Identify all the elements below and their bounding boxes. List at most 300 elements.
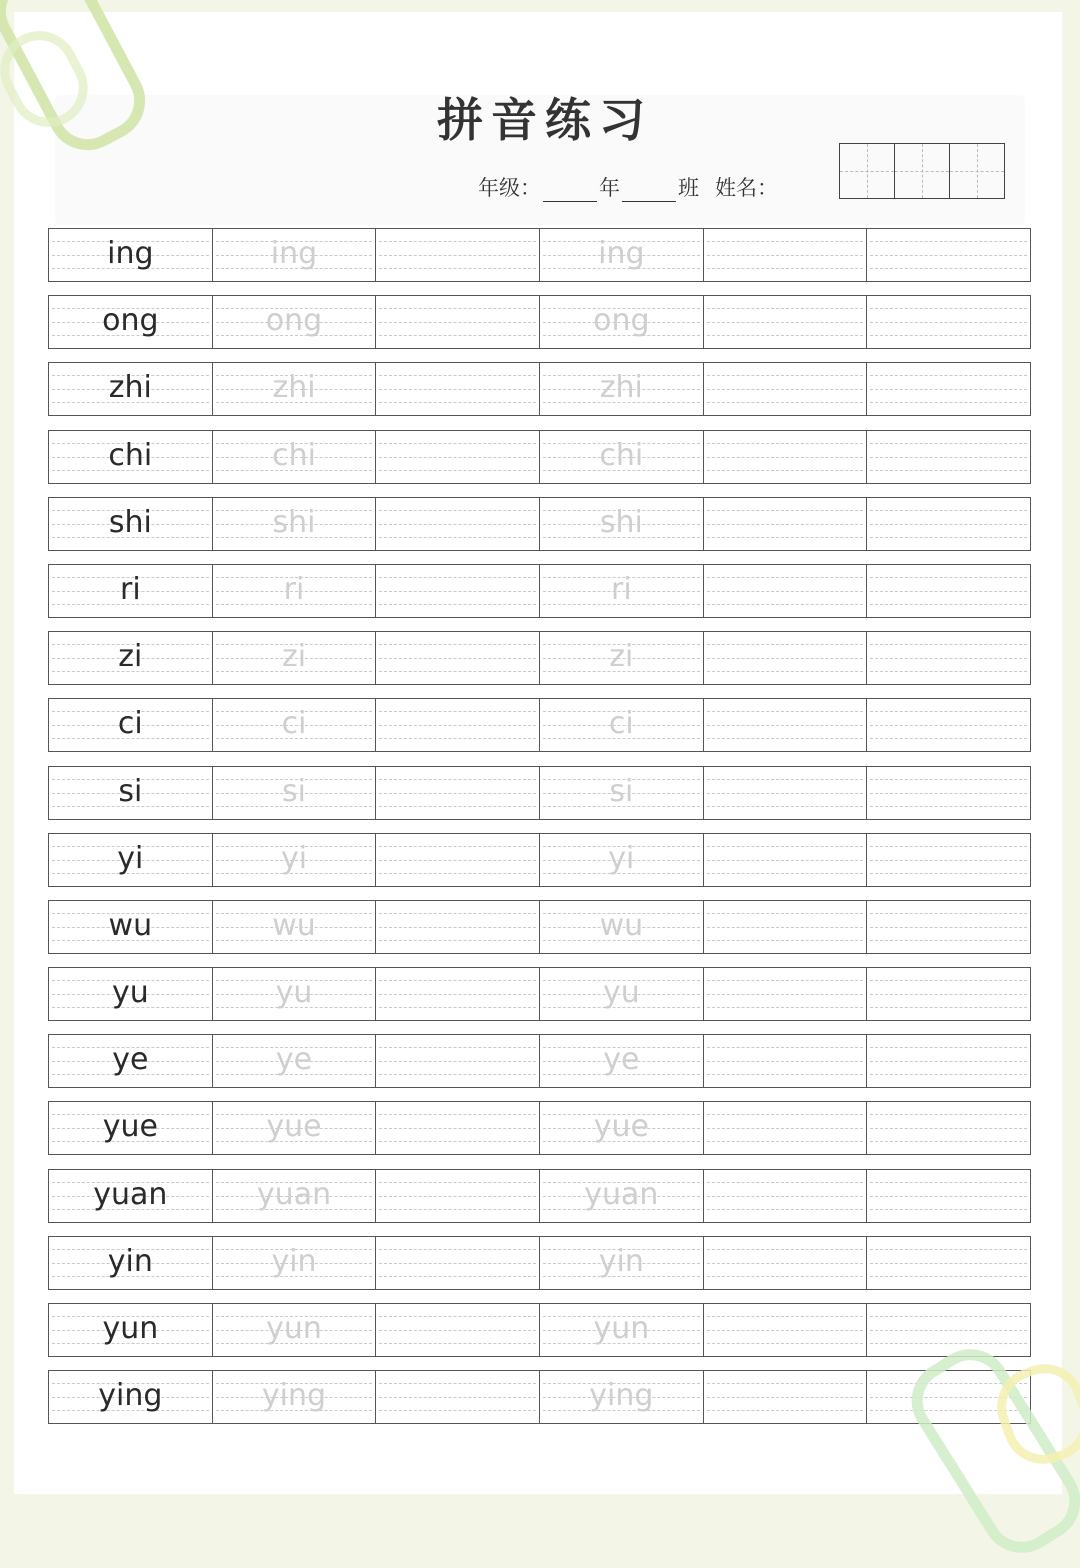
trace-cell bbox=[213, 834, 377, 886]
pinyin-trace: shi bbox=[272, 504, 316, 540]
guide-line bbox=[707, 860, 864, 861]
guide-line bbox=[870, 940, 1027, 941]
guide-line bbox=[379, 322, 536, 323]
pinyin-trace: yin bbox=[598, 1243, 644, 1279]
guide-line bbox=[870, 806, 1027, 807]
trace-cell bbox=[540, 632, 704, 684]
guide-line bbox=[870, 389, 1027, 390]
trace-cell bbox=[213, 1371, 377, 1423]
writing-cell[interactable] bbox=[704, 699, 868, 751]
pinyin-example: zi bbox=[118, 639, 143, 675]
guide-line bbox=[870, 457, 1027, 458]
guide-line bbox=[707, 1410, 864, 1411]
guide-line bbox=[707, 1061, 864, 1062]
guide-line bbox=[379, 402, 536, 403]
guide-line bbox=[870, 241, 1027, 242]
trace-cell bbox=[540, 1035, 704, 1087]
example-cell bbox=[49, 431, 213, 483]
guide-line bbox=[870, 1074, 1027, 1075]
writing-cell[interactable] bbox=[376, 699, 540, 751]
writing-cell[interactable] bbox=[376, 229, 540, 281]
trace-cell bbox=[540, 296, 704, 348]
pinyin-trace: zi bbox=[609, 639, 634, 675]
guide-line bbox=[870, 1330, 1027, 1331]
pinyin-trace: yue bbox=[266, 1109, 322, 1145]
guide-line bbox=[379, 457, 536, 458]
guide-line bbox=[707, 738, 864, 739]
guide-line bbox=[870, 510, 1027, 511]
guide-line bbox=[707, 994, 864, 995]
guide-line bbox=[870, 1249, 1027, 1250]
pinyin-example: chi bbox=[108, 437, 153, 473]
guide-line bbox=[379, 1182, 536, 1183]
guide-line bbox=[379, 591, 536, 592]
guide-line bbox=[870, 725, 1027, 726]
writing-cell[interactable] bbox=[376, 1237, 540, 1289]
writing-cell[interactable] bbox=[376, 901, 540, 953]
guide-line bbox=[379, 1276, 536, 1277]
guide-line bbox=[870, 1343, 1027, 1344]
writing-cell[interactable] bbox=[867, 968, 1030, 1020]
guide-line bbox=[707, 846, 864, 847]
pinyin-trace: ing bbox=[598, 236, 645, 271]
trace-cell bbox=[540, 431, 704, 483]
guide-line bbox=[707, 524, 864, 525]
writing-cell[interactable] bbox=[704, 296, 868, 348]
guide-line bbox=[870, 658, 1027, 659]
guide-line bbox=[870, 375, 1027, 376]
guide-line bbox=[870, 1196, 1027, 1197]
writing-cell[interactable] bbox=[867, 901, 1030, 953]
writing-cell[interactable] bbox=[704, 834, 868, 886]
guide-line bbox=[707, 1196, 864, 1197]
trace-cell bbox=[213, 767, 377, 819]
pinyin-trace: wu bbox=[272, 907, 316, 943]
practice-row bbox=[48, 228, 1031, 282]
trace-cell bbox=[540, 1237, 704, 1289]
trace-cell bbox=[540, 363, 704, 415]
pinyin-trace: si bbox=[609, 773, 634, 809]
pinyin-trace: wu bbox=[599, 907, 644, 943]
pinyin-example: ci bbox=[117, 706, 143, 742]
writing-cell[interactable] bbox=[867, 1102, 1030, 1154]
guide-line bbox=[870, 577, 1027, 578]
pinyin-example: ye bbox=[112, 1042, 149, 1078]
guide-line bbox=[707, 268, 864, 269]
pinyin-example: si bbox=[118, 773, 143, 809]
writing-cell[interactable] bbox=[376, 498, 540, 550]
trace-cell bbox=[540, 1304, 704, 1356]
practice-row bbox=[48, 900, 1031, 954]
practice-row bbox=[48, 564, 1031, 618]
name-box[interactable] bbox=[950, 144, 1004, 198]
guide-line bbox=[870, 738, 1027, 739]
writing-cell[interactable] bbox=[867, 1237, 1030, 1289]
writing-cell[interactable] bbox=[376, 834, 540, 886]
practice-row bbox=[48, 967, 1031, 1021]
guide-line bbox=[379, 389, 536, 390]
trace-cell bbox=[540, 834, 704, 886]
writing-cell[interactable] bbox=[704, 1371, 868, 1423]
guide-line bbox=[707, 940, 864, 941]
example-cell bbox=[49, 1304, 213, 1356]
guide-line bbox=[870, 524, 1027, 525]
practice-row bbox=[48, 362, 1031, 416]
guide-line bbox=[870, 1114, 1027, 1115]
trace-cell bbox=[213, 901, 377, 953]
trace-cell bbox=[213, 1170, 377, 1222]
guide-line bbox=[379, 1128, 536, 1129]
guide-line bbox=[870, 1141, 1027, 1142]
guide-line bbox=[707, 725, 864, 726]
page-title: 拼音练习 bbox=[437, 93, 653, 147]
guide-line bbox=[379, 1061, 536, 1062]
guide-line bbox=[707, 322, 864, 323]
guide-line bbox=[870, 591, 1027, 592]
writing-cell[interactable] bbox=[704, 565, 868, 617]
student-info-line bbox=[478, 172, 778, 202]
trace-cell bbox=[213, 1035, 377, 1087]
pinyin-example: ri bbox=[120, 571, 141, 607]
guide-line bbox=[379, 1249, 536, 1250]
guide-line bbox=[379, 1047, 536, 1048]
guide-line bbox=[379, 1209, 536, 1210]
example-cell bbox=[49, 834, 213, 886]
example-cell bbox=[49, 498, 213, 550]
guide-line bbox=[870, 860, 1027, 861]
writing-cell[interactable] bbox=[376, 296, 540, 348]
guide-line bbox=[379, 846, 536, 847]
guide-line bbox=[379, 806, 536, 807]
writing-cell[interactable] bbox=[376, 767, 540, 819]
pinyin-example: yin bbox=[107, 1243, 153, 1279]
writing-cell[interactable] bbox=[376, 1035, 540, 1087]
guide-line bbox=[707, 1316, 864, 1317]
guide-line bbox=[379, 1410, 536, 1411]
pinyin-trace: yun bbox=[266, 1311, 322, 1346]
example-cell bbox=[49, 1102, 213, 1154]
pinyin-trace: ci bbox=[281, 706, 307, 742]
example-cell bbox=[49, 968, 213, 1020]
practice-row bbox=[48, 1236, 1031, 1290]
guide-line bbox=[870, 1316, 1027, 1317]
writing-cell[interactable] bbox=[867, 1304, 1030, 1356]
writing-cell[interactable] bbox=[704, 1237, 868, 1289]
class-label: 班 bbox=[678, 176, 699, 200]
example-cell bbox=[49, 1170, 213, 1222]
writing-cell[interactable] bbox=[867, 431, 1030, 483]
trace-cell bbox=[540, 229, 704, 281]
guide-line bbox=[379, 1397, 536, 1398]
writing-cell[interactable] bbox=[376, 565, 540, 617]
guide-line bbox=[707, 671, 864, 672]
name-box[interactable] bbox=[840, 144, 895, 198]
writing-cell[interactable] bbox=[867, 767, 1030, 819]
guide-line bbox=[870, 1128, 1027, 1129]
practice-row bbox=[48, 766, 1031, 820]
trace-cell bbox=[213, 632, 377, 684]
pinyin-trace: yuan bbox=[256, 1176, 332, 1212]
guide-line bbox=[707, 1074, 864, 1075]
writing-cell[interactable] bbox=[704, 901, 868, 953]
guide-line bbox=[707, 913, 864, 914]
writing-cell[interactable] bbox=[867, 565, 1030, 617]
pinyin-example: shi bbox=[108, 504, 152, 540]
pinyin-example: wu bbox=[108, 907, 153, 943]
guide-line bbox=[707, 470, 864, 471]
example-cell bbox=[49, 565, 213, 617]
guide-line bbox=[707, 255, 864, 256]
guide-line bbox=[379, 510, 536, 511]
guide-line bbox=[870, 1209, 1027, 1210]
pinyin-trace: yin bbox=[271, 1243, 317, 1279]
pinyin-trace: si bbox=[282, 773, 306, 809]
pinyin-trace: ye bbox=[603, 1042, 640, 1078]
guide-line bbox=[379, 241, 536, 242]
trace-cell bbox=[540, 498, 704, 550]
practice-row bbox=[48, 430, 1031, 484]
guide-line bbox=[379, 1383, 536, 1384]
writing-cell[interactable] bbox=[376, 363, 540, 415]
guide-line bbox=[870, 537, 1027, 538]
guide-line bbox=[379, 980, 536, 981]
practice-row bbox=[48, 1169, 1031, 1223]
guide-line bbox=[870, 308, 1027, 309]
writing-cell[interactable] bbox=[376, 1102, 540, 1154]
writing-cell[interactable] bbox=[867, 834, 1030, 886]
guide-line bbox=[707, 402, 864, 403]
guide-line bbox=[870, 1276, 1027, 1277]
guide-line bbox=[379, 524, 536, 525]
guide-line bbox=[379, 940, 536, 941]
pinyin-trace: yuan bbox=[584, 1176, 659, 1212]
writing-cell[interactable] bbox=[704, 1170, 868, 1222]
trace-cell bbox=[213, 229, 377, 281]
guide-line bbox=[870, 335, 1027, 336]
trace-cell bbox=[540, 565, 704, 617]
guide-line bbox=[707, 1276, 864, 1277]
writing-cell[interactable] bbox=[376, 1170, 540, 1222]
guide-line bbox=[870, 470, 1027, 471]
example-cell bbox=[49, 901, 213, 953]
writing-cell[interactable] bbox=[376, 968, 540, 1020]
guide-line bbox=[707, 1007, 864, 1008]
guide-line bbox=[707, 577, 864, 578]
writing-cell[interactable] bbox=[376, 632, 540, 684]
example-cell bbox=[49, 1237, 213, 1289]
example-cell bbox=[49, 767, 213, 819]
name-label: 姓名： bbox=[715, 176, 778, 200]
pinyin-trace: yu bbox=[602, 975, 640, 1011]
trace-cell bbox=[213, 1304, 377, 1356]
guide-line bbox=[379, 537, 536, 538]
practice-row bbox=[48, 295, 1031, 349]
writing-cell[interactable] bbox=[704, 1102, 868, 1154]
guide-line bbox=[379, 711, 536, 712]
guide-line bbox=[379, 994, 536, 995]
practice-row bbox=[48, 698, 1031, 752]
name-box[interactable] bbox=[895, 144, 950, 198]
guide-line bbox=[707, 1209, 864, 1210]
guide-line bbox=[379, 913, 536, 914]
year-label: 年 bbox=[599, 176, 620, 200]
writing-cell[interactable] bbox=[704, 767, 868, 819]
guide-line bbox=[870, 779, 1027, 780]
pinyin-trace: shi bbox=[599, 504, 643, 540]
writing-cell[interactable] bbox=[704, 1304, 868, 1356]
guide-line bbox=[707, 980, 864, 981]
guide-line bbox=[379, 1114, 536, 1115]
pinyin-example: yuan bbox=[93, 1176, 168, 1212]
guide-line bbox=[379, 268, 536, 269]
practice-row bbox=[48, 833, 1031, 887]
pinyin-example: yu bbox=[111, 975, 149, 1011]
trace-cell bbox=[540, 699, 704, 751]
writing-cell[interactable] bbox=[867, 296, 1030, 348]
guide-line bbox=[707, 457, 864, 458]
guide-line bbox=[870, 443, 1027, 444]
trace-cell bbox=[213, 363, 377, 415]
guide-line bbox=[707, 644, 864, 645]
practice-row bbox=[48, 1303, 1031, 1357]
guide-line bbox=[707, 604, 864, 605]
writing-cell[interactable] bbox=[704, 363, 868, 415]
guide-line bbox=[707, 1330, 864, 1331]
writing-cell[interactable] bbox=[704, 431, 868, 483]
trace-cell bbox=[213, 296, 377, 348]
trace-cell bbox=[540, 767, 704, 819]
writing-cell[interactable] bbox=[704, 498, 868, 550]
writing-cell[interactable] bbox=[704, 229, 868, 281]
example-cell bbox=[49, 296, 213, 348]
example-cell bbox=[49, 632, 213, 684]
trace-cell bbox=[213, 565, 377, 617]
guide-line bbox=[870, 1007, 1027, 1008]
pinyin-trace: zhi bbox=[272, 370, 316, 406]
practice-row bbox=[48, 497, 1031, 551]
pinyin-trace: yu bbox=[275, 975, 313, 1011]
guide-line bbox=[707, 873, 864, 874]
guide-line bbox=[870, 994, 1027, 995]
guide-line bbox=[379, 1074, 536, 1075]
pinyin-trace: yi bbox=[608, 840, 635, 876]
guide-line bbox=[379, 375, 536, 376]
writing-cell[interactable] bbox=[867, 699, 1030, 751]
guide-line bbox=[379, 1007, 536, 1008]
writing-cell[interactable] bbox=[376, 431, 540, 483]
guide-line bbox=[707, 1182, 864, 1183]
trace-cell bbox=[540, 901, 704, 953]
guide-line bbox=[707, 308, 864, 309]
writing-cell[interactable] bbox=[376, 1304, 540, 1356]
guide-line bbox=[379, 1316, 536, 1317]
guide-line bbox=[379, 725, 536, 726]
writing-cell[interactable] bbox=[867, 632, 1030, 684]
guide-line bbox=[379, 1343, 536, 1344]
guide-line bbox=[707, 1263, 864, 1264]
guide-line bbox=[707, 1114, 864, 1115]
pinyin-trace: ong bbox=[265, 303, 323, 339]
pinyin-trace: ci bbox=[608, 706, 634, 742]
writing-cell[interactable] bbox=[704, 1035, 868, 1087]
practice-row bbox=[48, 1370, 1031, 1424]
guide-line bbox=[379, 644, 536, 645]
guide-line bbox=[379, 308, 536, 309]
pinyin-trace: ying bbox=[589, 1378, 654, 1414]
pinyin-example: ong bbox=[102, 303, 159, 339]
example-cell bbox=[49, 363, 213, 415]
guide-line bbox=[379, 738, 536, 739]
trace-cell bbox=[213, 699, 377, 751]
pinyin-example: zhi bbox=[108, 370, 152, 406]
guide-line bbox=[379, 671, 536, 672]
trace-cell bbox=[213, 1237, 377, 1289]
pinyin-trace: ri bbox=[611, 571, 632, 607]
example-cell bbox=[49, 1035, 213, 1087]
guide-line bbox=[870, 1182, 1027, 1183]
pinyin-trace: zi bbox=[281, 639, 307, 675]
guide-line bbox=[379, 335, 536, 336]
guide-line bbox=[707, 1141, 864, 1142]
guide-line bbox=[707, 927, 864, 928]
guide-line bbox=[870, 846, 1027, 847]
pinyin-example: yue bbox=[102, 1109, 158, 1145]
example-cell bbox=[49, 699, 213, 751]
trace-cell bbox=[213, 1102, 377, 1154]
guide-line bbox=[707, 1397, 864, 1398]
practice-row bbox=[48, 631, 1031, 685]
writing-cell[interactable] bbox=[867, 1170, 1030, 1222]
guide-line bbox=[707, 1047, 864, 1048]
writing-cell[interactable] bbox=[376, 1371, 540, 1423]
writing-cell[interactable] bbox=[867, 498, 1030, 550]
pinyin-example: ying bbox=[98, 1378, 163, 1414]
guide-line bbox=[870, 1061, 1027, 1062]
guide-line bbox=[707, 658, 864, 659]
guide-line bbox=[379, 860, 536, 861]
trace-cell bbox=[213, 498, 377, 550]
class-blank[interactable] bbox=[622, 177, 676, 202]
example-cell bbox=[49, 229, 213, 281]
guide-line bbox=[379, 577, 536, 578]
guide-line bbox=[707, 335, 864, 336]
writing-cell[interactable] bbox=[867, 229, 1030, 281]
guide-line bbox=[870, 255, 1027, 256]
guide-line bbox=[870, 322, 1027, 323]
guide-line bbox=[707, 806, 864, 807]
pinyin-trace: ying bbox=[261, 1378, 327, 1414]
guide-line bbox=[379, 793, 536, 794]
practice-row bbox=[48, 1101, 1031, 1155]
trace-cell bbox=[540, 1170, 704, 1222]
pinyin-trace: zhi bbox=[599, 370, 643, 406]
writing-cell[interactable] bbox=[867, 1035, 1030, 1087]
trace-cell bbox=[540, 1371, 704, 1423]
writing-cell[interactable] bbox=[704, 632, 868, 684]
guide-line bbox=[379, 1141, 536, 1142]
writing-cell[interactable] bbox=[704, 968, 868, 1020]
guide-line bbox=[707, 510, 864, 511]
guide-line bbox=[707, 591, 864, 592]
grade-blank[interactable] bbox=[543, 177, 597, 202]
guide-line bbox=[870, 913, 1027, 914]
guide-line bbox=[707, 1343, 864, 1344]
guide-line bbox=[870, 1263, 1027, 1264]
pinyin-trace: ri bbox=[283, 571, 305, 607]
pinyin-trace: chi bbox=[599, 437, 644, 473]
writing-cell[interactable] bbox=[867, 363, 1030, 415]
guide-line bbox=[707, 1383, 864, 1384]
